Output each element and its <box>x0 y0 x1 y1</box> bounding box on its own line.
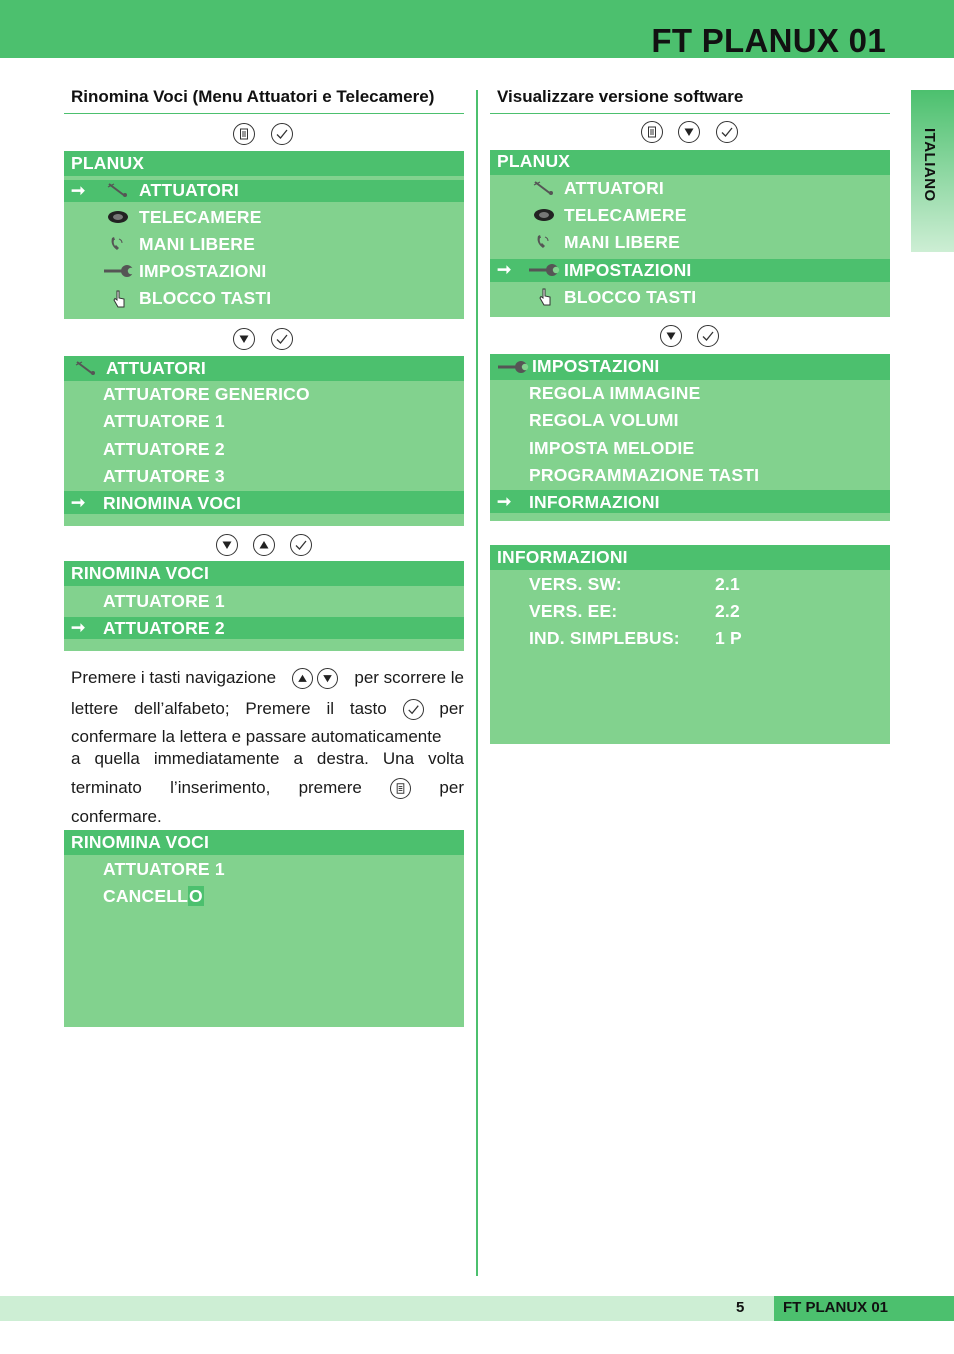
wrench-icon <box>496 359 530 375</box>
right-impostazioni-menu-panel <box>490 354 890 521</box>
text-cursor: O <box>189 886 203 906</box>
down-key-icon <box>317 668 338 689</box>
info-value-simplebus: 1 P <box>715 628 742 648</box>
confirm-key-icon[interactable] <box>271 328 293 350</box>
edit-line-1: ATTUATORE 1 <box>103 859 225 879</box>
para-text: l’inserimento, <box>170 778 271 797</box>
page-number: 5 <box>736 1299 745 1316</box>
menu-item-regola-volumi[interactable]: REGOLA VOLUMI <box>529 410 679 430</box>
menu-key-icon[interactable] <box>233 123 255 145</box>
menu-item-attuatore-2[interactable]: ATTUATORE 2 <box>103 439 225 459</box>
menu-item-attuatore-1[interactable]: ATTUATORE 1 <box>103 411 225 431</box>
menu-item-attuatori[interactable]: ATTUATORI <box>139 180 239 200</box>
selection-arrow-icon: ➞ <box>71 181 86 200</box>
left-attuatori-menu-panel <box>64 356 464 526</box>
para-text: confermare. <box>71 807 162 826</box>
menu-item-programmazione-tasti[interactable]: PROGRAMMAZIONE TASTI <box>529 465 760 485</box>
hand-icon <box>535 287 555 307</box>
menu-key-icon[interactable] <box>641 121 663 143</box>
confirm-key-icon[interactable] <box>697 325 719 347</box>
para-text: Una <box>382 749 415 768</box>
actuator-icon <box>532 180 556 196</box>
menu-item-impostazioni[interactable]: IMPOSTAZIONI <box>564 260 692 280</box>
confirm-key-icon[interactable] <box>290 534 312 556</box>
menu-item-attuatore-2[interactable]: ATTUATORE 2 <box>103 618 225 638</box>
panel-title: ATTUATORI <box>106 358 206 378</box>
panel-title: PLANUX <box>497 151 571 171</box>
hand-icon <box>109 289 129 309</box>
para-text: quella <box>94 749 140 768</box>
down-key-icon[interactable] <box>233 328 255 350</box>
menu-item-telecamere[interactable]: TELECAMERE <box>139 207 262 227</box>
confirm-key-icon <box>403 699 424 720</box>
selection-arrow-icon: ➞ <box>71 618 86 637</box>
right-informazioni-panel <box>490 545 890 744</box>
panel-title: PLANUX <box>71 153 145 173</box>
menu-key-icon <box>390 778 411 799</box>
edit-line-2[interactable] <box>103 886 204 907</box>
left-rinomina-voci-panel <box>64 561 464 651</box>
panel-title: RINOMINA VOCI <box>71 563 210 583</box>
para-text: volta <box>428 749 464 768</box>
footer-doc-name: FT PLANUX 01 <box>783 1299 889 1316</box>
para-text: per <box>439 699 464 718</box>
column-divider <box>476 90 478 1276</box>
menu-item-attuatore-generico[interactable]: ATTUATORE GENERICO <box>103 384 310 404</box>
para-text: lettere <box>71 699 119 718</box>
menu-item-rinomina-voci[interactable]: RINOMINA VOCI <box>103 493 242 513</box>
menu-item-attuatori[interactable]: ATTUATORI <box>564 178 664 198</box>
para-text: a <box>71 749 81 768</box>
para-text: a <box>293 749 303 768</box>
info-value-sw: 2.1 <box>715 574 740 594</box>
panel-title: INFORMAZIONI <box>497 547 628 567</box>
selection-arrow-icon: ➞ <box>71 493 86 512</box>
wrench-icon <box>527 262 561 278</box>
right-heading-rule <box>490 113 890 114</box>
para-text: dell’alfabeto; <box>134 699 230 718</box>
para-text: destra. <box>316 749 369 768</box>
left-section-heading: Rinomina Voci (Menu Attuatori e Telecamere) <box>71 87 435 106</box>
page-title: FT PLANUX 01 <box>651 22 886 59</box>
menu-item-blocco-tasti[interactable]: BLOCCO TASTI <box>139 288 272 308</box>
para-text: per <box>439 778 464 797</box>
language-tab-label: ITALIANO <box>921 128 938 202</box>
selection-arrow-icon: ➞ <box>497 492 512 511</box>
menu-item-blocco-tasti[interactable]: BLOCCO TASTI <box>564 287 697 307</box>
left-rinomina-edit-panel <box>64 830 464 1027</box>
menu-item-impostazioni[interactable]: IMPOSTAZIONI <box>139 261 267 281</box>
para-text: tasto <box>349 699 387 718</box>
phone-icon <box>106 236 130 252</box>
para-text: terminato <box>71 778 142 797</box>
para-text: per scorrere le <box>354 668 464 687</box>
down-key-icon[interactable] <box>660 325 682 347</box>
info-label-sw: VERS. SW: <box>529 574 622 594</box>
panel-title: IMPOSTAZIONI <box>532 356 660 376</box>
para-text: il <box>326 699 334 718</box>
menu-item-attuatore-3[interactable]: ATTUATORE 3 <box>103 466 225 486</box>
para-text: Premere i tasti navigazione <box>71 668 277 687</box>
camera-icon <box>106 209 130 225</box>
para-text: premere <box>298 778 362 797</box>
wrench-icon <box>102 263 136 279</box>
menu-item-regola-immagine[interactable]: REGOLA IMMAGINE <box>529 383 701 403</box>
phone-icon <box>532 234 556 250</box>
up-key-icon <box>292 668 313 689</box>
menu-item-mani-libere[interactable]: MANI LIBERE <box>564 232 680 252</box>
down-key-icon[interactable] <box>216 534 238 556</box>
camera-icon <box>532 207 556 223</box>
selection-arrow-icon: ➞ <box>497 260 512 279</box>
actuator-icon <box>106 182 130 198</box>
info-label-ee: VERS. EE: <box>529 601 618 621</box>
edit-text: CANCELL <box>103 886 189 906</box>
right-section-heading: Visualizzare versione software <box>497 87 744 106</box>
down-key-icon[interactable] <box>678 121 700 143</box>
panel-title: RINOMINA VOCI <box>71 832 210 852</box>
menu-item-mani-libere[interactable]: MANI LIBERE <box>139 234 255 254</box>
left-planux-menu-panel <box>64 151 464 319</box>
info-value-ee: 2.2 <box>715 601 740 621</box>
left-heading-rule <box>64 113 464 114</box>
confirm-key-icon[interactable] <box>716 121 738 143</box>
info-label-simplebus: IND. SIMPLEBUS: <box>529 628 680 648</box>
right-planux-menu-panel <box>490 150 890 317</box>
para-text: immediatamente <box>153 749 280 768</box>
up-key-icon[interactable] <box>253 534 275 556</box>
actuator-icon <box>74 360 98 376</box>
language-tab[interactable] <box>911 90 954 252</box>
instructions-paragraph <box>71 664 464 828</box>
confirm-key-icon[interactable] <box>271 123 293 145</box>
menu-item-telecamere[interactable]: TELECAMERE <box>564 205 687 225</box>
menu-item-informazioni[interactable]: INFORMAZIONI <box>529 492 660 512</box>
para-text: confermare la lettera e passare automaticamente <box>71 727 442 746</box>
menu-item-imposta-melodie[interactable]: IMPOSTA MELODIE <box>529 438 695 458</box>
para-text: Premere <box>245 699 311 718</box>
menu-item-attuatore-1[interactable]: ATTUATORE 1 <box>103 591 225 611</box>
